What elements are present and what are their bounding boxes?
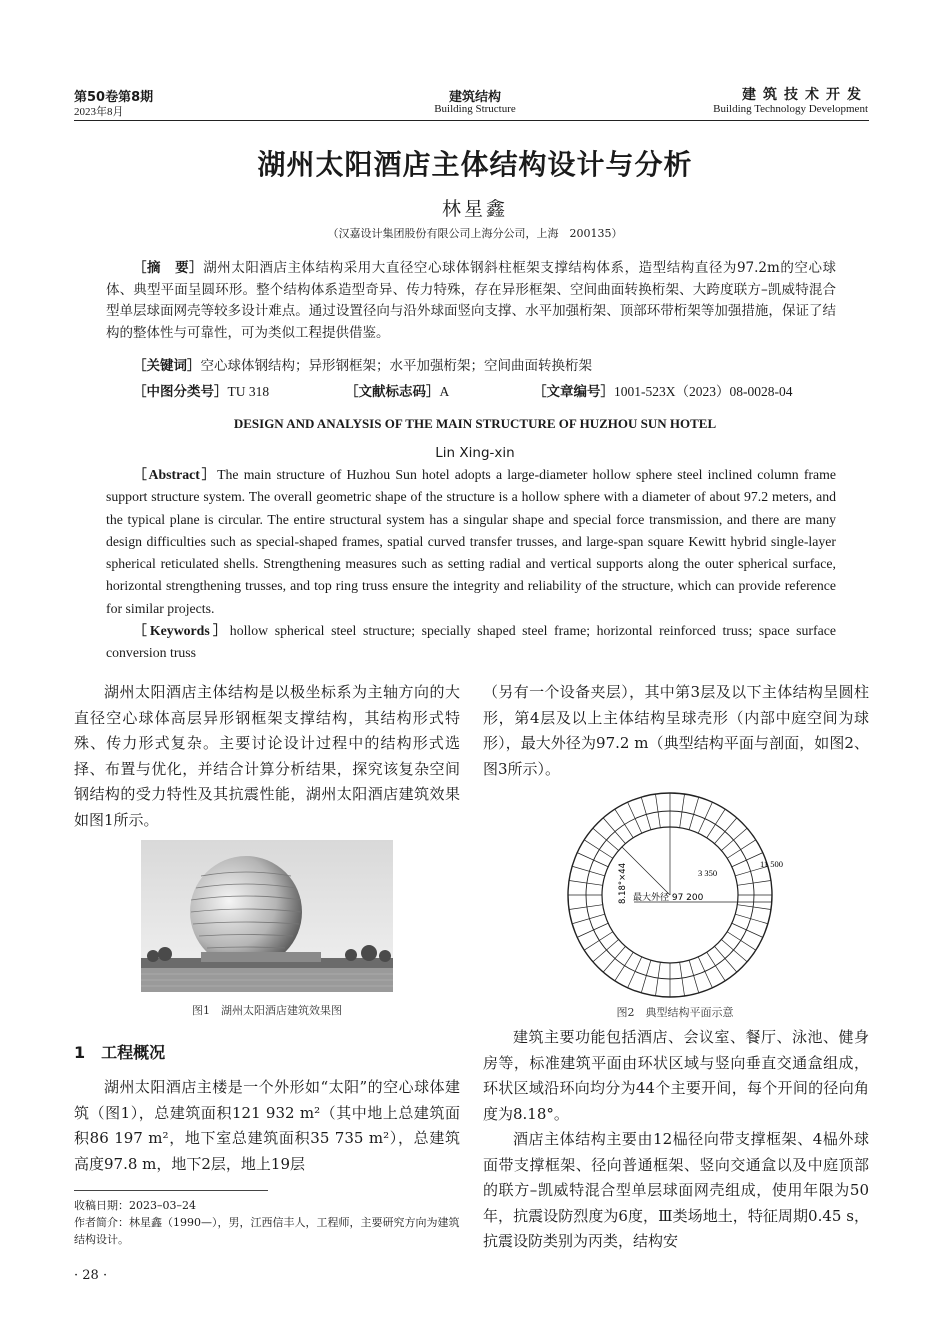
header-rule [74, 120, 869, 121]
abstract-en-text: The main structure of Huzhou Sun hotel adopts a large-diameter hollow sphere steel inclined column frame support structure system. The overall geometric shape of the structure is a hollow sphere with a diameter of about 97.2 meters, and the typical plane is circular. The entire structural system has a singular shape and special force transmission, and there are many design difficulties such as special-shaped frames, spatial curved transfer trusses, and large-span square Kewitt hybrid single-layer spherical reticulated shells. Strengthening measures such as setting radial and vertical supports along the outer spherical surface, horizontal strengthening trusses, and top ring truss ensure the integrity and reliability of the structure, which can provide reference for similar projects. [106, 467, 836, 616]
right-paragraph-1: （另有一个设备夹层），其中第3层及以下主体结构呈圆柱形，第4层及以上主体结构呈球壳形（内部中庭空间为球形），最大外径为97.2 m（典型结构平面与剖面，如图2、图3所示）。 [483, 683, 869, 778]
figure-1-caption: 图1 湖州太阳酒店建筑效果图 [192, 1004, 342, 1017]
keywords-cn-label: ［关键词］ [133, 358, 201, 374]
right-paragraph-3: 酒店主体结构主要由12榀径向带支撑框架、4榀外球面带支撑框架、径向普通框架、竖向交通盒以及中庭顶部的联方–凯威特混合型单层球面网壳组成，使用年限为50年，抗震设防烈度为6度，Ⅲ类场地土，特征周期0.45 s，抗震设防类别为丙类，结构安 [483, 1130, 869, 1250]
article-no-value: 1001-523X（2023）08-0028-04 [614, 384, 793, 399]
figure-2-plan [555, 790, 805, 1000]
author-name-en: Lin Xing-xin [435, 445, 515, 461]
radial-frame-line [655, 962, 660, 996]
keywords-cn-text: 空心球体钢结构；异形钢框架；水平加强桁架；空间曲面转换桁架 [200, 358, 592, 374]
doc-code-field [345, 381, 533, 404]
radial-frame-line [737, 905, 771, 910]
dim-3350-label: 3 350 [698, 868, 718, 878]
radial-frame-line [615, 952, 633, 981]
author-affiliation: （汉嘉设计集团股份有限公司上海分公司，上海 200135） [327, 227, 623, 240]
page-number: · 28 · [74, 1268, 108, 1283]
clc-field [133, 381, 345, 404]
article-no-field [533, 384, 793, 400]
radial-frame-line [732, 923, 763, 937]
received-date: 收稿日期：2023–03–24 [74, 1199, 196, 1212]
issue-volume: 第50卷第8期 [74, 90, 154, 105]
abstract-en-label: ［Abstract］ [133, 467, 218, 482]
keywords-cn [133, 356, 833, 378]
max-diameter-label: 最大外径 97 200 [633, 893, 704, 903]
intro-paragraph: 湖州太阳酒店主体结构是以极坐标系为主轴方向的大直径空心球体高层异形钢框架支撑结构，其结构形式特殊、传力形式复杂。主要讨论设计过程中的结构形式选择、布置与优化，并结合计算分析结果，探究该复杂空间钢结构的受力特性及其抗震性能，湖州太阳酒店建筑效果如图1所示。 [74, 683, 460, 829]
abstract-cn [106, 258, 836, 344]
radial-frame-line [584, 932, 613, 950]
issue-date: 2023年8月 [74, 106, 124, 118]
radial-frame-line [628, 957, 642, 988]
hotel-rendering-graphic [141, 840, 393, 992]
dim-11500-label: 11 500 [760, 859, 784, 869]
footnote-rule [74, 1190, 268, 1191]
radial-frame-line [628, 802, 642, 833]
radial-frame-line [577, 853, 608, 867]
doc-code-value: A [439, 384, 450, 399]
journal-name-en: Building Structure [434, 103, 516, 115]
keywords-en-text: hollow spherical steel structure; specially shaped steel frame; horizontal reinforced truss; space surface conversion truss [106, 623, 836, 661]
radial-frame-line [732, 853, 763, 867]
journal-name-cn: 建筑结构 [448, 90, 501, 105]
radial-frame-line [707, 809, 725, 838]
section-1-paragraph: 湖州太阳酒店主楼是一个外形如“太阳”的空心球体建筑（图1），总建筑面积121 932 m²（其中地上总建筑面积86 197 m²，地下室总建筑面积35 735 m²），总建筑高度97.8 m，地下2层，地上19层 [74, 1078, 460, 1173]
radial-frame-line [698, 957, 712, 988]
column-name-cn: 建筑技术开发 [742, 87, 868, 103]
doc-code-label: ［文献标志码］ [345, 384, 440, 400]
radial-frame-line [577, 923, 608, 937]
section-1-heading: 1 工程概况 [74, 1043, 166, 1062]
author-bio: 作者简介：林星鑫（1990—），男，江西信丰人，工程师，主要研究方向为建筑结构设计。 [74, 1216, 460, 1246]
abstract-cn-label: ［摘 要］ [133, 260, 204, 276]
radial-frame-line [584, 840, 613, 858]
radial-frame-line [727, 840, 756, 858]
radial-frame-line [680, 794, 685, 828]
article-no-label: ［文章编号］ [533, 384, 614, 400]
classification-line [133, 381, 853, 404]
figure-2-caption: 图2 典型结构平面示意 [616, 1006, 734, 1019]
right-paragraph-2: 建筑主要功能包括酒店、会议室、餐厅、泳池、健身房等，标准建筑平面由环状区域与竖向垂直交通盒组成，环状区域沿环向均分为44个主要开间，每个开间的径向角度为8.18°。 [483, 1028, 869, 1123]
radial-frame-line [569, 905, 603, 910]
radial-frame-line [569, 880, 603, 885]
radial-frame-line [655, 794, 660, 828]
abstract-en [106, 464, 836, 620]
clc-value: TU 318 [227, 384, 270, 399]
clc-label: ［中图分类号］ [133, 384, 228, 400]
angle-dim-label: 8.18°×44 [618, 862, 628, 904]
radial-frame-line [737, 880, 771, 885]
radial-frame-line [615, 809, 633, 838]
radial-frame-line [680, 962, 685, 996]
abstract-cn-text: 湖州太阳酒店主体结构采用大直径空心球体钢斜柱框架支撑结构体系，造型结构直径为97.2m的空心球体、典型平面呈圆环形。整个结构体系造型奇异、传力特殊，存在异形框架、空间曲面转换桁架、大跨度联方–凯威特混合型单层球面网壳等较多设计难点。通过设置径向与沿外球面竖向支撑、水平加强桁架、顶部环带桁架等加强措施，保证了结构的整体性与可靠性，可为类似工程提供借鉴。 [106, 260, 837, 341]
paper-title: 湖州太阳酒店主体结构设计与分析 [257, 148, 693, 181]
author-name: 林星鑫 [441, 198, 508, 220]
paper-title-en: DESIGN AND ANALYSIS OF THE MAIN STRUCTURE OF HUZHOU SUN HOTEL [233, 416, 717, 431]
radial-frame-line [707, 952, 725, 981]
hotel-rendering-image [141, 840, 393, 992]
radial-frame-line [727, 932, 756, 950]
keywords-en [106, 620, 836, 665]
column-name-en: Building Technology Development [713, 103, 868, 115]
keywords-en-label: ［Keywords］ [133, 623, 230, 638]
angle-ray-2 [622, 847, 670, 895]
radial-frame-line [698, 802, 712, 833]
structural-plan-drawing [555, 790, 805, 1000]
